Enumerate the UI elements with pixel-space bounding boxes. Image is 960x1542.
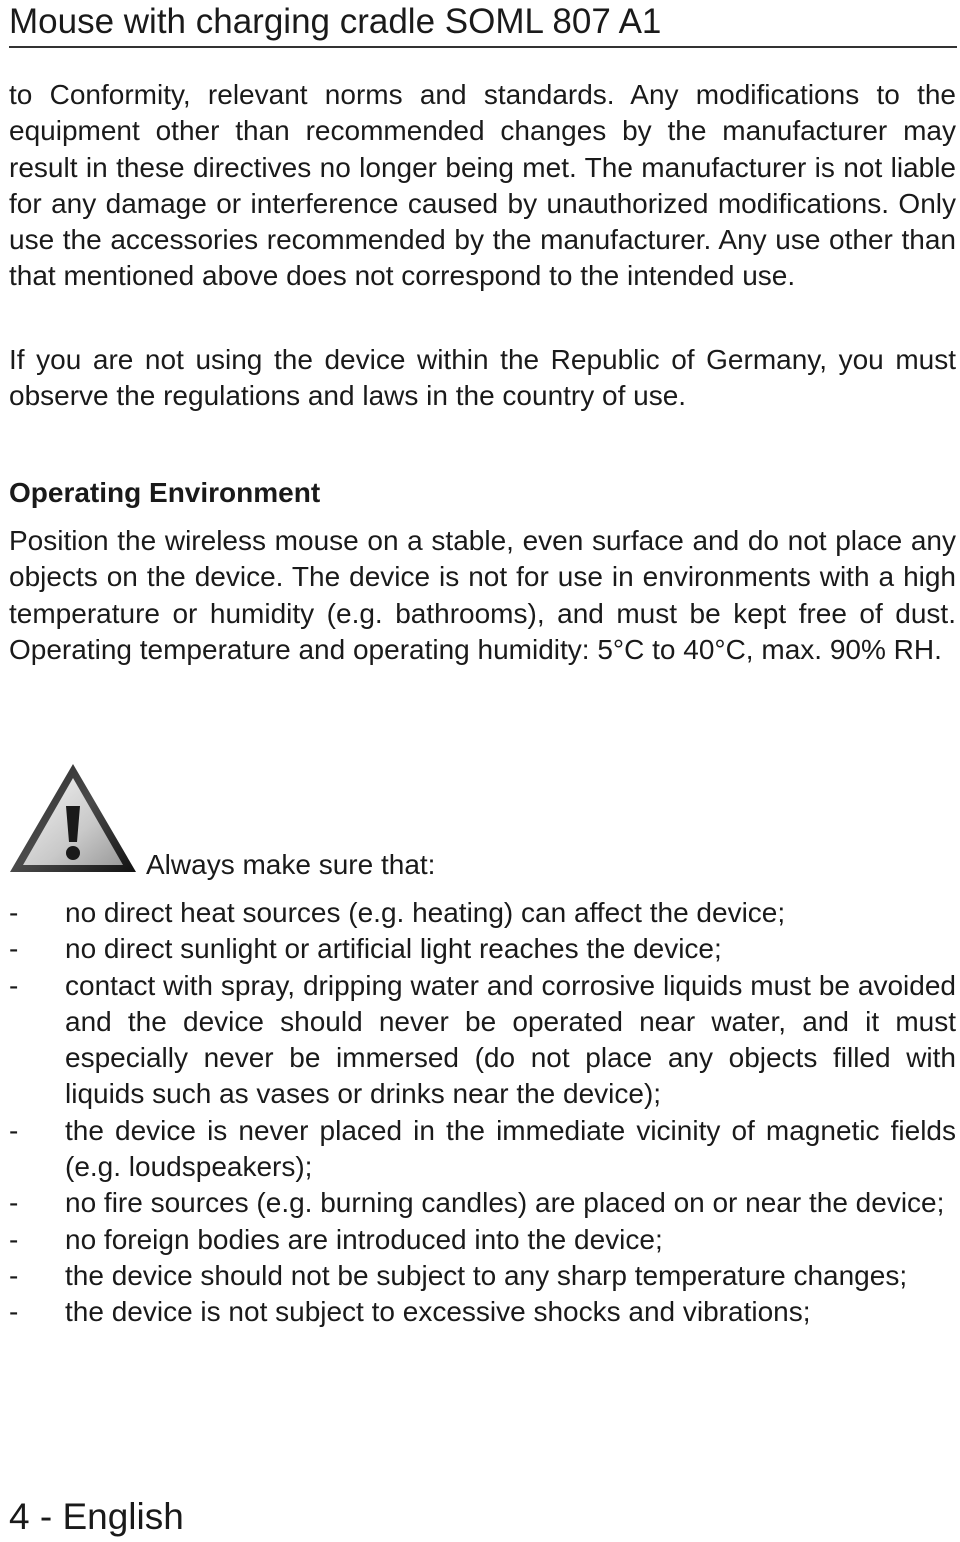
list-item [0, 1113, 956, 1186]
list-item [0, 895, 956, 931]
dash-bullet: - [9, 1223, 19, 1255]
page-title: Mouse with charging cradle SOML 807 A1 [9, 2, 662, 41]
list-item-text: the device is never placed in the immediate vicinity of magnetic fields (e.g. loudspeakers); [65, 1114, 956, 1183]
list-item [0, 931, 956, 967]
operating-environment-heading: Operating Environment [9, 477, 321, 508]
warning-triangle-icon [8, 762, 138, 874]
warning-intro-text: Always make sure that: [146, 849, 436, 880]
dash-bullet: - [9, 933, 19, 965]
list-item-text: the device should not be subject to any sharp temperature changes; [65, 1259, 908, 1291]
list-item-text: the device is not subject to excessive shocks and vibrations; [65, 1296, 811, 1328]
conformity-paragraph: to Conformity, relevant norms and standards. Any modifications to the equipment other than recommended changes by the manufacturer may result in these directives no longer being met. The manufacturer is not liable for any damage or interference caused by unauthorized modifications. Only use the accessories recommended by the manufacturer. Any use other than that mentioned above does not correspond to the intended use. [9, 79, 956, 292]
list-item-text: no direct sunlight or artificial light reaches the device; [65, 933, 722, 965]
list-item [0, 1294, 956, 1330]
list-item [0, 968, 956, 1113]
germany-regulations-paragraph: If you are not using the device within the Republic of Germany, you must observe the regulations and laws in the country of use. [9, 344, 956, 412]
dash-bullet: - [9, 897, 19, 928]
dash-bullet: - [9, 969, 19, 1001]
page-header [9, 0, 957, 48]
dash-bullet: - [9, 1114, 19, 1146]
list-item-text: no fire sources (e.g. burning candles) are placed on or near the device; [65, 1187, 945, 1219]
list-item-text: no foreign bodies are introduced into the device; [65, 1223, 663, 1255]
operating-environment-paragraph: Position the wireless mouse on a stable, even surface and do not place any objects on the device. The device is not for use in environments with a high temperature or humidity (e.g. bathrooms), and must be kept free of dust. Operating temperature and operating humidity: 5°C to 40°C, max. 90% RH. [9, 525, 956, 665]
dash-bullet: - [9, 1187, 19, 1219]
list-item-text: no direct heat sources (e.g. heating) can affect the device; [65, 897, 786, 928]
list-item-text: contact with spray, dripping water and corrosive liquids must be avoided and the device should never be operated near water, and it must especially never be immersed (do not place any objects filled with liquids such as vases or drinks near the device); [65, 969, 956, 1110]
list-item [0, 1185, 956, 1221]
page-footer: 4 - English [9, 1496, 184, 1537]
list-item [0, 1222, 956, 1258]
list-item [0, 1258, 956, 1294]
dash-bullet: - [9, 1259, 19, 1291]
dash-bullet: - [9, 1296, 19, 1328]
precautions-list [0, 895, 960, 1331]
